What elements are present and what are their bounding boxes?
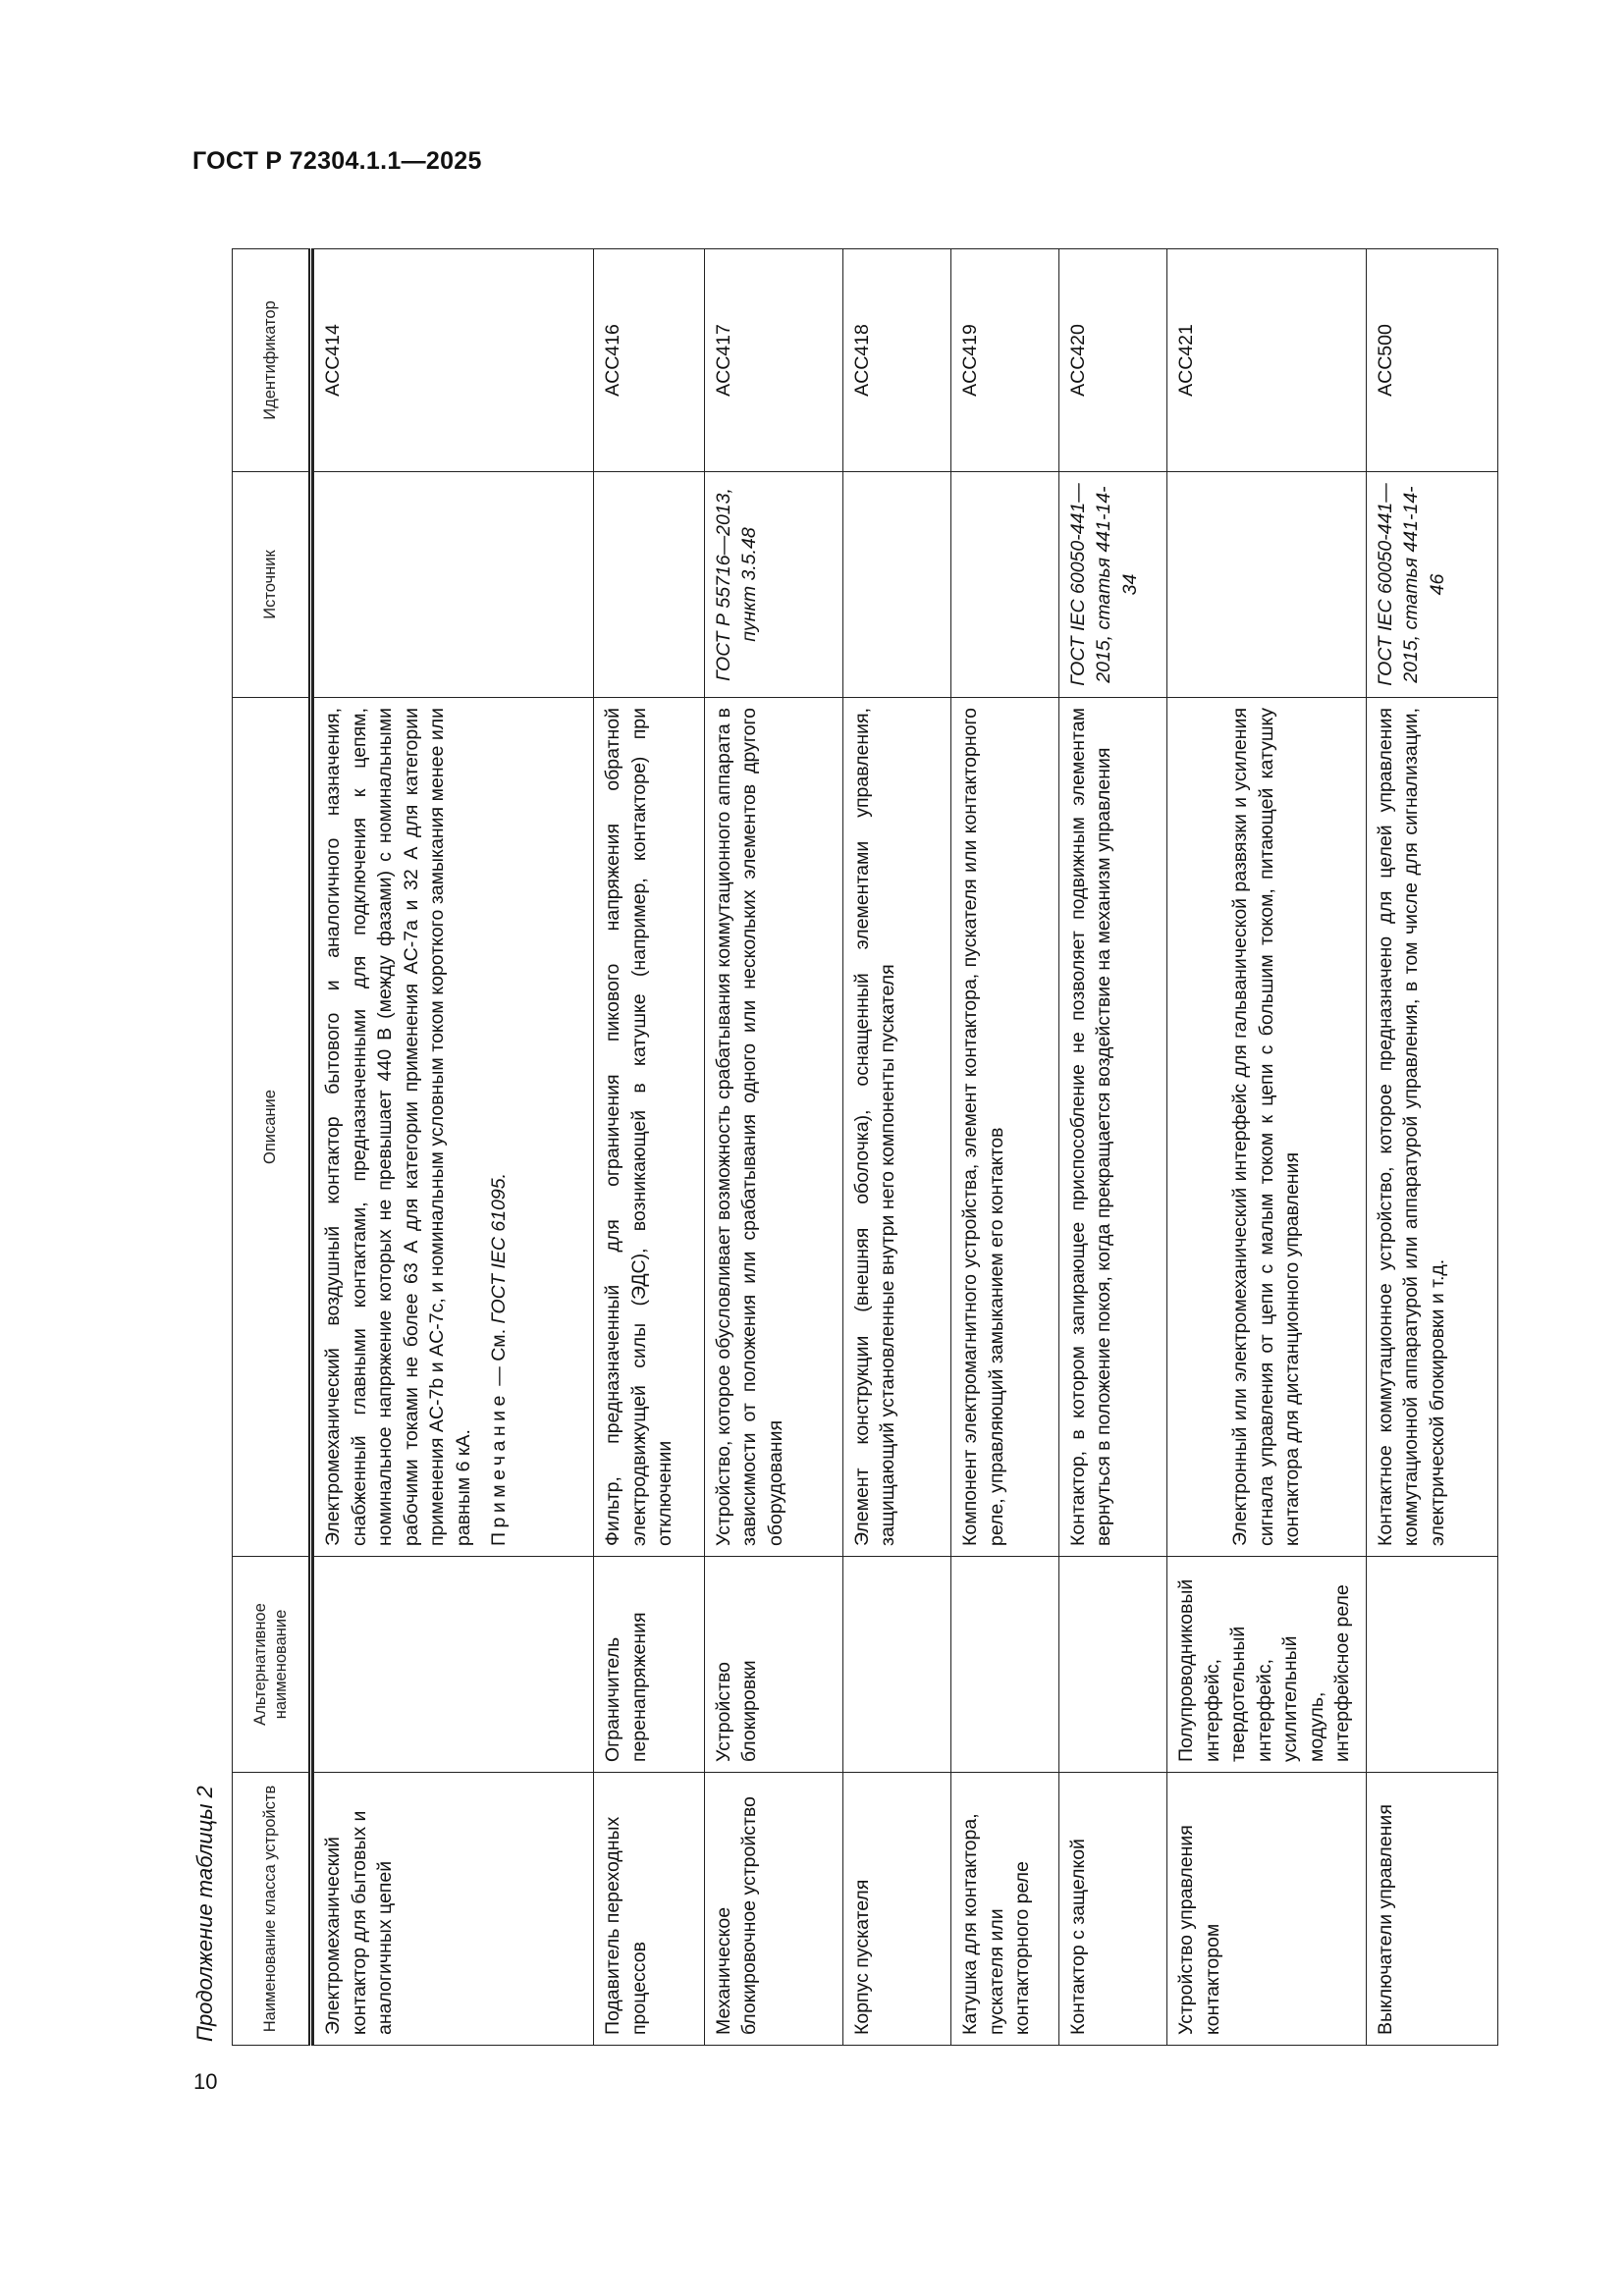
description: Устройство, которое обусловливает возможность срабатывания коммутационного аппарата в зависимости от положения или срабатывания одного или нескольких элементов другого оборудования: [704, 698, 842, 1557]
note: [486, 708, 513, 1546]
device-name: Корпус пускателя: [842, 1773, 950, 2046]
table-row: [314, 249, 594, 2046]
note-text: — См.: [488, 1323, 511, 1392]
source: [314, 472, 594, 698]
table-header-row: [233, 249, 311, 2046]
source: [594, 472, 704, 698]
identifier: ACC419: [951, 249, 1058, 472]
identifier: ACC418: [842, 249, 950, 472]
table-row: [704, 249, 842, 2046]
table-row: [842, 249, 950, 2046]
column-header-alt: Альтернативное наименование: [233, 1557, 311, 1773]
description: Электромеханический воздушный контактор бытового и аналогичного назначения, снабженный главными контактами, предназначенными для подключения к цепям, номинальное напряжение которых не превышает 440 В (между фазами) с номинальными рабочими токами не более 63 А для категории применения AC-7a и 32 А для категории применения AC-7b и AC-7c, и номинальным условным током короткого замыкания менее или равным 6 кА.: [322, 708, 474, 1546]
description: Контактор, в котором запирающее приспособление не позволяет подвижным элементам вернуться в положение покоя, когда прекращается воздействие на механизм управления: [1058, 698, 1166, 1557]
source: [842, 472, 950, 698]
table-continuation-caption: Продолжение таблицы 2: [192, 1786, 217, 2042]
alt-name: [951, 1557, 1058, 1773]
column-header-id: Идентификатор: [233, 249, 311, 472]
table-row: [594, 249, 704, 2046]
identifier: ACC421: [1167, 249, 1367, 472]
table-row: [1058, 249, 1166, 2046]
source: [1167, 472, 1367, 698]
table-row: [1167, 249, 1367, 2046]
identifier: ACC500: [1366, 249, 1497, 472]
description-cell: [314, 698, 594, 1557]
alt-name: Устройство блокировки: [704, 1557, 842, 1773]
table-container: [232, 249, 1498, 2046]
document-header: ГОСТ Р 72304.1.1—2025: [192, 147, 482, 175]
table-row: [1366, 249, 1497, 2046]
identifier: ACC417: [704, 249, 842, 472]
device-name: Подавитель переходных процессов: [594, 1773, 704, 2046]
alt-name: [1058, 1557, 1166, 1773]
column-header-description: Описание: [233, 698, 311, 1557]
note-label: Примечание: [488, 1391, 511, 1546]
description: Фильтр, предназначенный для ограничения пикового напряжения обратной электродвижущей силы (ЭДС), возникающей в катушке (например, контакторе) при отключении: [594, 698, 704, 1557]
page-number: 10: [193, 2069, 218, 2094]
description: Элемент конструкции (внешняя оболочка), оснащенный элементами управления, защищающий установленные внутри него компоненты пускателя: [842, 698, 950, 1557]
note-reference: ГОСТ IEC 61095.: [488, 1172, 511, 1324]
identifier: ACC414: [314, 249, 594, 472]
alt-name: Полупроводниковый интерфейс, твердотельный интерфейс, усилительный модуль, интерфейсное реле: [1167, 1557, 1367, 1773]
identifier: ACC416: [594, 249, 704, 472]
source: ГОСТ IEC 60050-441—2015, статья 441-14-46: [1366, 472, 1497, 698]
table-row: [951, 249, 1058, 2046]
alt-name: [1366, 1557, 1497, 1773]
devices-table: [232, 248, 1498, 2046]
source: [951, 472, 1058, 698]
alt-name: [842, 1557, 950, 1773]
description: Компонент электромагнитного устройства, элемент контактора, пускателя или контакторного реле, управляющий замыканием его контактов: [951, 698, 1058, 1557]
description: Электронный или электромеханический интерфейс для гальванической развязки и усиления сигнала управления от цепи с малым током к цепи с большим током, питающей катушку контактора для дистанционного управления: [1167, 698, 1367, 1557]
alt-name: [314, 1557, 594, 1773]
column-header-name: Наименование класса устройств: [233, 1773, 311, 2046]
identifier: ACC420: [1058, 249, 1166, 472]
device-name: Катушка для контактора, пускателя или контакторного реле: [951, 1773, 1058, 2046]
source: ГОСТ IEC 60050-441—2015, статья 441-14-34: [1058, 472, 1166, 698]
description: Контактное коммутационное устройство, которое предназначено для целей управления коммутационной аппаратурой или аппаратурой управления, в том числе для сигнализации, электрической блокировки и т.д.: [1366, 698, 1497, 1557]
device-name: Устройство управления контактором: [1167, 1773, 1367, 2046]
source: ГОСТ Р 55716—2013, пункт 3.5.48: [704, 472, 842, 698]
column-header-source: Источник: [233, 472, 311, 698]
device-name: Контактор с защелкой: [1058, 1773, 1166, 2046]
device-name: Электромеханический контактор для бытовых и аналогичных цепей: [314, 1773, 594, 2046]
device-name: Механическое блокировочное устройство: [704, 1773, 842, 2046]
alt-name: Ограничитель перенапряжения: [594, 1557, 704, 1773]
device-name: Выключатели управления: [1366, 1773, 1497, 2046]
